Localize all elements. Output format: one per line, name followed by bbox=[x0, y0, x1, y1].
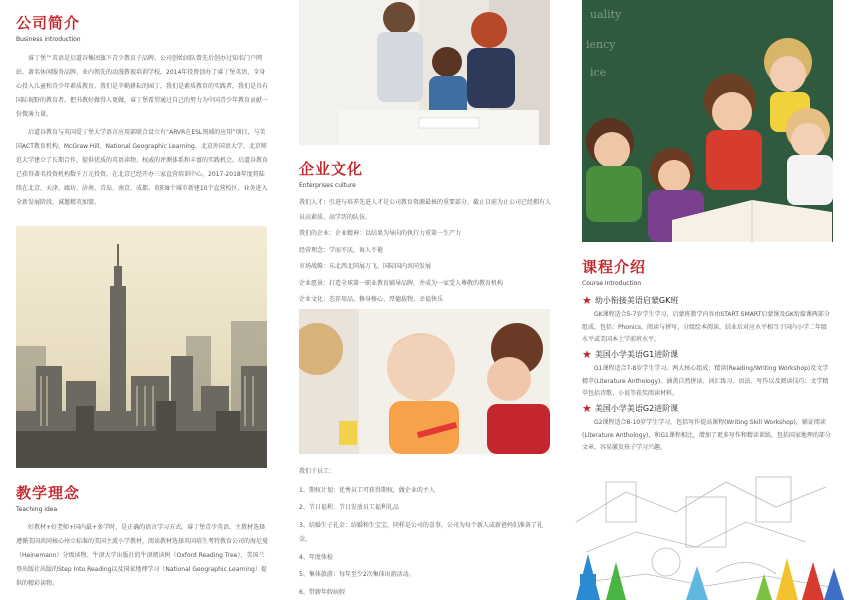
culture-list bbox=[299, 196, 551, 310]
benefits-list bbox=[299, 465, 551, 600]
courses-title: 课程介绍 bbox=[582, 258, 647, 276]
culture-item: 企业文化：态存用品、修身修心、厚德载物、幸福快乐 bbox=[299, 296, 444, 303]
benefit-item: 3、结婚生子礼金：结婚和生宝宝，同样是公司的喜事，公司为每个新人或新爸妈们准备了礼金。 bbox=[299, 521, 543, 543]
city-skyline-photo bbox=[16, 226, 267, 468]
course-description: GK课程适合5-7岁学生学习，启蒙班教学内容由START SMART启蒙课及GK衔接课两部分组成，包括：Phonics、阅读与拼写、分级绘本阅读，结业后对应水平相当于国内小学二年级水平或美国本土学前班水平。 bbox=[582, 311, 830, 343]
chalk-word-1: uality bbox=[590, 8, 622, 21]
course-description: G2课程适合8-10岁学生学习，包括写作提高课程(Writing Skill Workshop)，辅证阅读(Literature Anthology)，和G1课程相比，增加了更多写作和精读训练，包括国家地理的部分文章，容易激发孩子学习兴趣。 bbox=[582, 419, 831, 451]
chalk-word-3: ice bbox=[590, 66, 607, 79]
intro-paragraph-1: 睿丁堡™英语是启道谷集团旗下青少教育子品牌。公司创始团队曾先后创办过知名门户网站、著名休闲服务品牌，业内领先的动漫教视培训学校，2014年投资创办了睿丁堡英语，全身心投入儿童和青少年素质教育。我们是辛勤耕耘的园丁，我们是素质教育的实践者，我们是具有国际视野的教育者。把书教好做得人更做，睿丁堡希望通过自己的努力为中国青少年教育贡献一份微薄力量。 bbox=[16, 55, 269, 118]
course-head bbox=[582, 402, 832, 415]
course-item bbox=[582, 294, 832, 347]
culture-item: 企业愿景：打造全球第一职业教育辅导品牌，并成为一家受人尊敬的教育机构 bbox=[299, 279, 504, 287]
benefit-item: 4、年度体检 bbox=[299, 553, 333, 561]
course-name: 幼小衔接美语启蒙GK班 bbox=[594, 296, 679, 305]
star-icon: ★ bbox=[582, 348, 592, 361]
intro-title: 公司简介 bbox=[16, 14, 81, 32]
courses-subtitle: Course introduction bbox=[582, 280, 642, 287]
benefit-item: 5、集体旅游：每年至少2次集体出游活动。 bbox=[299, 571, 415, 578]
intro-subtitle: Business introduction bbox=[16, 36, 81, 43]
idea-heading bbox=[16, 482, 80, 513]
left-panel bbox=[0, 0, 283, 600]
chalk-word-2: iency bbox=[586, 38, 616, 51]
culture-item: 经营理念：学而不厌，诲人不倦 bbox=[299, 246, 384, 254]
idea-title: 教学理念 bbox=[16, 484, 81, 502]
intro-body bbox=[16, 52, 268, 210]
course-description: G1课程适合7-8岁学生学习。两大核心组成：精读(Reading/Writing Workshop)及文学精萃(Literature Anthology)。涵盖自然拼读、词汇练习、语法、写作以及阅读技巧；文学精萃包括诗歌、小说等获奖阅读材料。 bbox=[582, 365, 829, 397]
course-item bbox=[582, 402, 832, 455]
courses-heading bbox=[582, 256, 646, 287]
culture-item: 我们人才：引进与培养先进人才是公司教育资源最核的重要部分，截止目前为止公司已经拥有人员高素质、高学历的队伍。 bbox=[299, 199, 552, 221]
intro-heading bbox=[16, 12, 81, 43]
star-icon: ★ bbox=[582, 294, 592, 307]
culture-title: 企业文化 bbox=[299, 160, 364, 178]
culture-subtitle: Enterprises culture bbox=[299, 182, 356, 189]
course-name: 美国小学美语G2进阶课 bbox=[594, 404, 679, 413]
middle-panel bbox=[283, 0, 566, 600]
culture-item: 市场战略：东北西北同展万飞，国际国内共同发展 bbox=[299, 263, 432, 270]
intro-paragraph-2: 启道谷教育与英国爱丁堡大学语言应用部联合设立有“ARVR在ESL领域的应用”项目，与美国ACT教育机构、McGraw Hill、National Geographic Learning、北京外国语大学、北京师范大学建立了长期合作，提供优质的英语读物、权威的评测体系和丰富的实践机会。启道谷教育已获得著名投资机构数千万元投资，在北京已经开办三家直营培训中心，2017-2018年度将陆续在北京、天津、廊坊、济南、青岛、南京、成都、贵阳8个城市新建10个直营校区，业务进入全新发展阶段，诚邀精英加盟。 bbox=[16, 129, 269, 206]
kids-reading-photo bbox=[582, 0, 833, 242]
culture-item: 我们的企业：企业精神：以结果为导向的执行力重第一生产力 bbox=[299, 230, 462, 237]
course-head bbox=[582, 348, 832, 361]
course-name: 美国小学美语G1进阶课 bbox=[594, 350, 679, 359]
child-learning-photo bbox=[299, 309, 550, 454]
idea-paragraph: 好教材+好老师+国内最+多学时，是正确的语言学习方式。睿丁堡青少英语，主教材选择遵循美国共同核心州立标准的美国主流小学教材，阅读教材选择英国培生考特教育公司的海尼曼（Heinemann）分级读物、牛津大学出版社的牛津阅读树（Oxford Reading Tree）、美国兰登出版社出版的Step Into Reading以及国家地理学习（National Geographic Learning）提供的精彩读物。 bbox=[16, 524, 269, 587]
right-panel bbox=[566, 0, 849, 600]
culture-heading bbox=[299, 158, 363, 189]
course-item bbox=[582, 348, 832, 401]
star-icon: ★ bbox=[582, 402, 592, 415]
idea-subtitle: Teaching idea bbox=[16, 506, 58, 513]
benefit-item: 6、带薪年假病假 bbox=[299, 588, 345, 596]
benefit-item: 2、节日福利：节日发放员工福利礼品 bbox=[299, 504, 399, 511]
teacher-students-photo bbox=[299, 0, 550, 145]
benefits-heading: 我们于员工： bbox=[299, 468, 336, 475]
benefit-item: 1、期权计划：优秀员工可获得期权，做企业的主人 bbox=[299, 486, 435, 494]
pencils-sketch-illustration bbox=[566, 462, 849, 600]
idea-body bbox=[16, 521, 268, 591]
course-head bbox=[582, 294, 832, 307]
